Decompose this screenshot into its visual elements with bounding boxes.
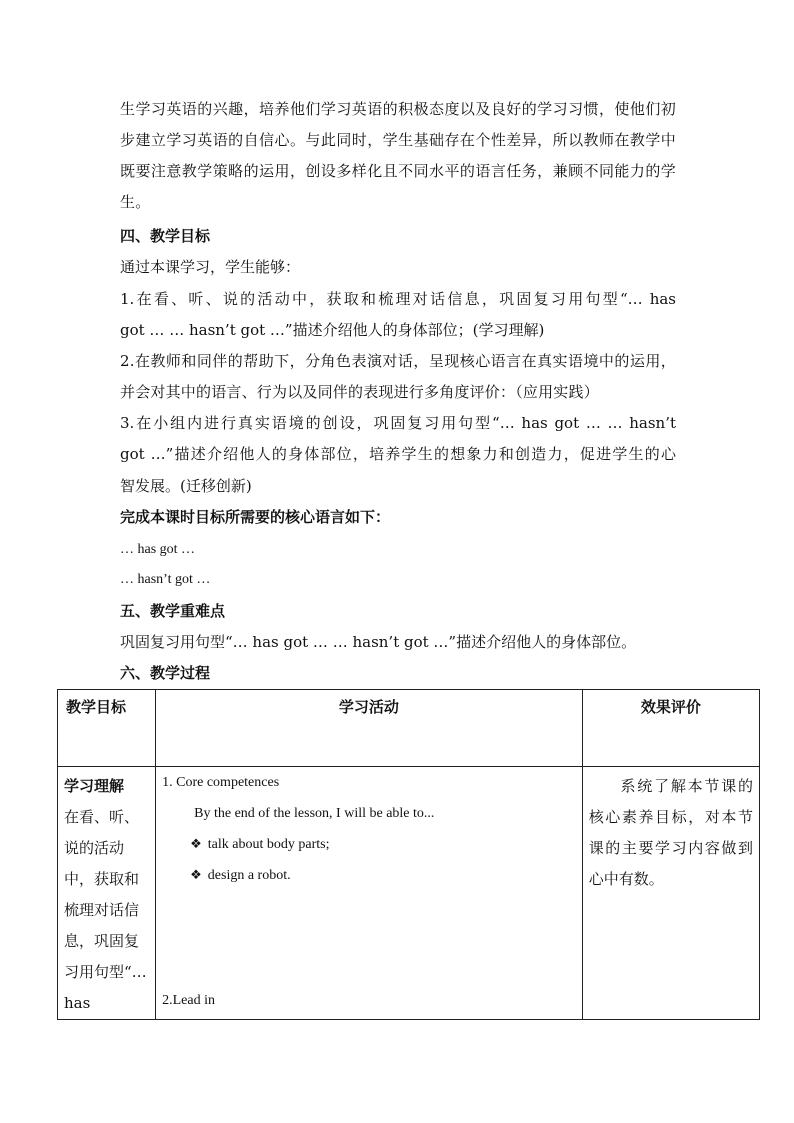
evaluation-text: 系统了解本节课的核心素养目标，对本节课的主要学习内容做到心中有数。 <box>588 777 753 888</box>
activity-bullet-2-text: design a robot. <box>207 868 291 883</box>
goal-cell-text: 在看、听、说的活动中，获取和梳理对话信息，巩固复习用句型“… has <box>64 808 147 1012</box>
header-activities: 学习活动 <box>156 690 583 767</box>
table-row <box>58 767 760 1020</box>
goal-cell <box>58 767 156 1020</box>
goal3-line2: got …”描述介绍他人的身体部位，培养学生的想象力和创造力，促进学生的心 <box>120 445 676 463</box>
activity-title: 1. Core competences <box>162 775 280 790</box>
activity-bullet-2 <box>190 868 290 884</box>
activities-cell <box>156 767 583 1020</box>
intro-paragraph: 生学习英语的兴趣，培养他们学习英语的积极态度以及良好的学习习惯，使他们初步建立学习英语的自信心。与此同时，学生基础存在个性差异，所以教师在教学中既要注意教学策略的运用，创设多样化且不同水平的语言任务，兼顾不同能力的学生。 <box>120 100 676 211</box>
table-header-row <box>58 690 760 767</box>
diamond-bullet-icon: ❖ <box>190 837 202 852</box>
section6-heading: 六、教学过程 <box>120 664 211 682</box>
diamond-bullet-icon: ❖ <box>190 868 202 883</box>
goal1-line1: 1.在看、听、说的活动中，获取和梳理对话信息，巩固复习用句型“… has <box>120 290 676 308</box>
activity-lead-in: 2.Lead in <box>162 993 215 1008</box>
section5-heading: 五、教学重难点 <box>120 602 226 620</box>
header-evaluation: 效果评价 <box>582 690 759 767</box>
activity-bullet-1-text: talk about body parts; <box>207 837 330 852</box>
section5-text: 巩固复习用句型“… has got … … hasn’t got …”描述介绍他人的身体部位。 <box>120 633 637 651</box>
evaluation-cell <box>582 767 759 1020</box>
core-language-item-2: … hasn’t got … <box>120 572 211 587</box>
goal3-line1: 3.在小组内进行真实语境的创设，巩固复习用句型“… has got … … hasn’t <box>120 414 676 432</box>
goal2-text: 2.在教师和同伴的帮助下，分角色表演对话，呈现核心语言在真实语境中的运用，并会对其中的语言、行为以及同伴的表现进行多角度评价：（应用实践） <box>120 352 676 401</box>
core-language-item-1: … has got … <box>120 542 196 557</box>
core-language-heading: 完成本课时目标所需要的核心语言如下： <box>120 508 391 526</box>
activity-intro: By the end of the lesson, I will be able to... <box>194 806 435 821</box>
goal3-line3: 智发展。(迁移创新) <box>120 477 252 495</box>
teaching-process-table <box>57 689 760 1020</box>
goal1-line2: got … … hasn’t got …”描述介绍他人的身体部位；(学习理解) <box>120 321 545 339</box>
section4-heading: 四、教学目标 <box>120 227 211 245</box>
goal-cell-label: 学习理解 <box>64 777 125 795</box>
section4-lead: 通过本课学习，学生能够： <box>120 258 301 276</box>
activity-bullet-1 <box>190 837 329 853</box>
header-goal: 教学目标 <box>58 690 156 767</box>
